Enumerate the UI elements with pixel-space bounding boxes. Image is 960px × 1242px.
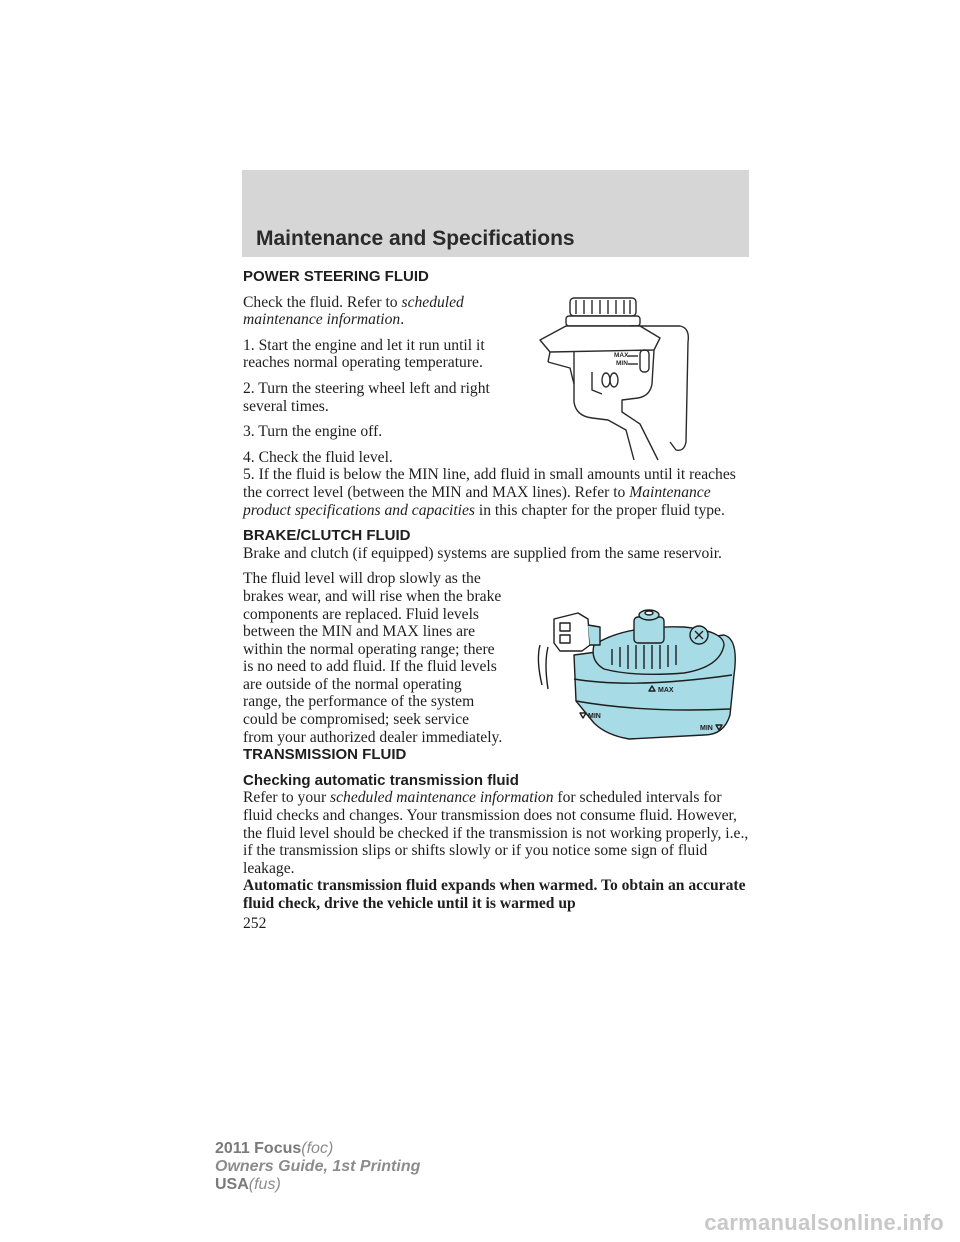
print-footer (215, 1140, 420, 1194)
watermark: carmanualsonline.info (704, 1210, 944, 1235)
footer-line-3: USA(fus) (215, 1176, 281, 1193)
page-number: 252 (243, 914, 267, 932)
power-steering-step-4: 4. Check the fluid level. (243, 448, 393, 466)
scheduled-maintenance-ref: scheduled maintenance information (243, 293, 464, 329)
brake-clutch-heading: BRAKE/CLUTCH FLUID (243, 527, 411, 545)
fig2-min-right-label: MIN (700, 725, 713, 732)
power-steering-intro: Check the fluid. Refer to scheduled maintenance information. (243, 293, 464, 329)
power-steering-step-2: 2. Turn the steering wheel left and right several times. (243, 379, 490, 415)
fig1-min-label: MIN (616, 360, 628, 367)
power-steering-step-3: 3. Turn the engine off. (243, 423, 383, 441)
fig2-max-label: MAX (658, 687, 674, 694)
fig2-min-left-label: MIN (588, 713, 601, 720)
fig1-max-label: MAX (614, 352, 629, 359)
transmission-schedule-ref: scheduled maintenance information (330, 789, 554, 807)
product-specs-ref: Maintenance product specifications and capacities (243, 483, 711, 519)
transmission-para: Refer to your scheduled maintenance information for scheduled intervals for fluid checks and changes. Your transmission does not consume fluid. However, the fluid level should be checked if the transmission is not working properly, i.e., if the transmission slips or shifts slowly or if you notice some sign of fluid leakage. (243, 789, 749, 877)
power-steering-step-1: 1. Start the engine and let it run until it reaches normal operating temperature. (243, 336, 485, 372)
brake-clutch-reservoir-illustration (534, 605, 744, 740)
transmission-subheading: Checking automatic transmission fluid (243, 771, 519, 789)
footer-line-2: Owners Guide, 1st Printing (215, 1158, 421, 1175)
section-title: Maintenance and Specifications (256, 227, 575, 250)
transmission-warm-note: Automatic transmission fluid expands when warmed. To obtain an accurate fluid check, drive the vehicle until it is warmed up (243, 877, 746, 912)
power-steering-reservoir-illustration (530, 292, 702, 462)
brake-clutch-para-2: The fluid level will drop slowly as the brakes wear, and will rise when the brake components are replaced. Fluid levels between the MIN and MAX lines are within the normal operating range; there is no need to add fluid. If the fluid levels are outside of the normal operating range, the performance of the system could be compromised; seek service from your authorized dealer immediately. (243, 570, 503, 746)
power-steering-step-5: 5. If the fluid is below the MIN line, add fluid in small amounts until it reaches the correct level (between the MIN and MAX lines). Refer to Maintenance product specifications and capacities in this chapter for the proper fluid type. (243, 466, 736, 519)
brake-clutch-para-1: Brake and clutch (if equipped) systems are supplied from the same reservoir. (243, 544, 722, 562)
power-steering-heading: POWER STEERING FLUID (243, 268, 429, 285)
section-header-band (242, 170, 749, 257)
footer-line-1: 2011 Focus(foc) (215, 1140, 334, 1157)
transmission-heading: TRANSMISSION FLUID (243, 746, 407, 764)
